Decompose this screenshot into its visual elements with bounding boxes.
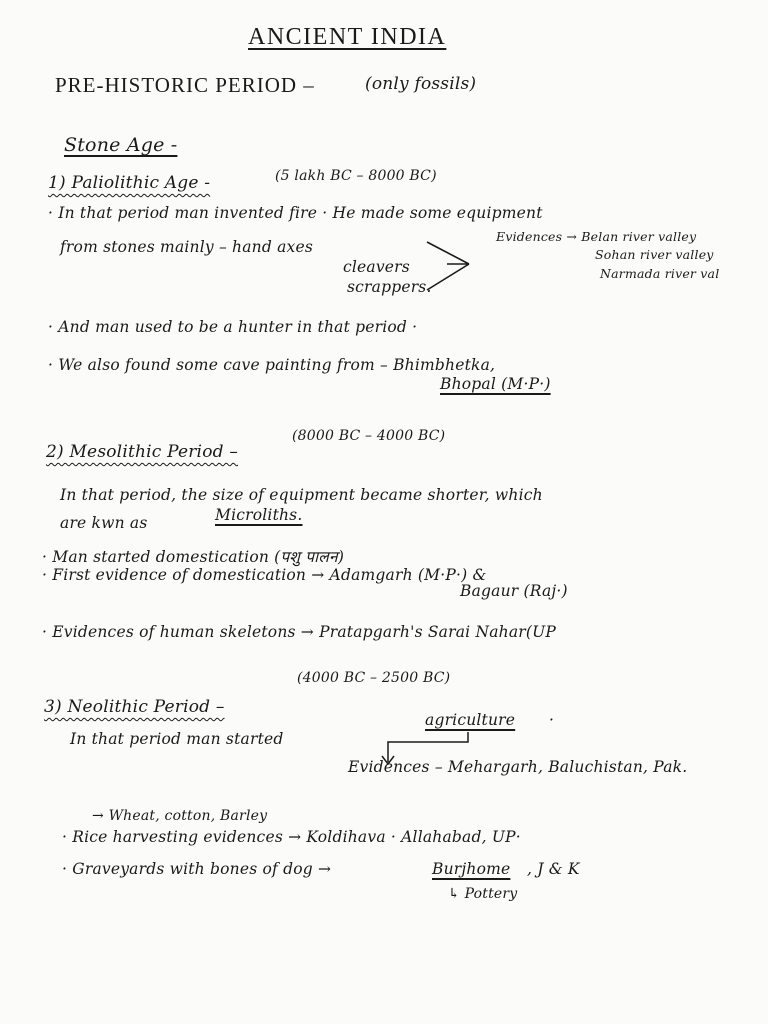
river-sohan: Sohan river valley <box>595 247 714 262</box>
crops-line: → Wheat, cotton, Barley <box>92 808 268 824</box>
page-title: ANCIENT INDIA <box>248 24 447 50</box>
period-heading: PRE-HISTORIC PERIOD – <box>55 73 315 97</box>
neolithic-heading: 3) Neolithic Period – <box>44 697 225 717</box>
mehargarh-evidences: Evidences – Mehargarh, Baluchistan, Pak. <box>348 758 688 776</box>
first-evidence-line: · First evidence of domestication → Adamgarh (M·P·) & <box>42 566 487 584</box>
burjhome-term: Burjhome <box>432 860 511 878</box>
mesolithic-dates: (8000 BC – 4000 BC) <box>292 428 446 444</box>
tool-cleavers: cleavers <box>343 258 410 276</box>
paleolithic-heading: 1) Paliolithic Age - <box>48 173 211 193</box>
agriculture-term: agriculture <box>425 711 516 729</box>
domestication-line: · Man started domestication (पशु पालन) <box>42 548 345 566</box>
period-note: (only fossils) <box>365 74 477 94</box>
paleolithic-line-1: · In that period man invented fire · He made some equipment <box>48 204 543 222</box>
mesolithic-line-1: In that period, the size of equipment became shorter, which <box>60 486 543 504</box>
bhopal-line: Bhopal (M·P·) <box>440 375 551 393</box>
graveyards-line-prefix: · Graveyards with bones of dog → <box>62 860 332 878</box>
cave-painting-line: · We also found some cave painting from – Bhimbhetka, <box>48 356 496 374</box>
mesolithic-heading: 2) Mesolithic Period – <box>46 442 239 462</box>
paleolithic-dates: (5 lakh BC – 8000 BC) <box>275 168 437 184</box>
skeletons-line: · Evidences of human skeletons → Pratapgarh's Sarai Nahar(UP <box>42 623 557 641</box>
neolithic-dates: (4000 BC – 2500 BC) <box>297 670 451 686</box>
evidences-rivers: Evidences → Belan river valley <box>496 229 697 244</box>
neolithic-line-1-prefix: In that period man started <box>70 730 284 748</box>
bagaur-line: Bagaur (Raj·) <box>460 582 568 600</box>
pottery-line: ↳ Pottery <box>448 886 518 902</box>
neolithic-line-1-suffix: · <box>549 711 555 729</box>
paleolithic-line-2: from stones mainly – hand axes <box>60 238 314 256</box>
rice-line: · Rice harvesting evidences → Koldihava · Allahabad, UP· <box>62 828 521 846</box>
hunter-line: · And man used to be a hunter in that period · <box>48 318 418 336</box>
big-arrow-icon <box>425 238 485 298</box>
tool-scrappers: scrappers. <box>347 278 432 296</box>
graveyards-line-suffix: , J & K <box>527 860 580 878</box>
stone-age-heading: Stone Age - <box>64 134 178 156</box>
microliths-term: Microliths. <box>215 506 303 524</box>
mesolithic-line-2-prefix: are kwn as <box>60 514 148 532</box>
river-narmada: Narmada river val <box>600 266 720 281</box>
